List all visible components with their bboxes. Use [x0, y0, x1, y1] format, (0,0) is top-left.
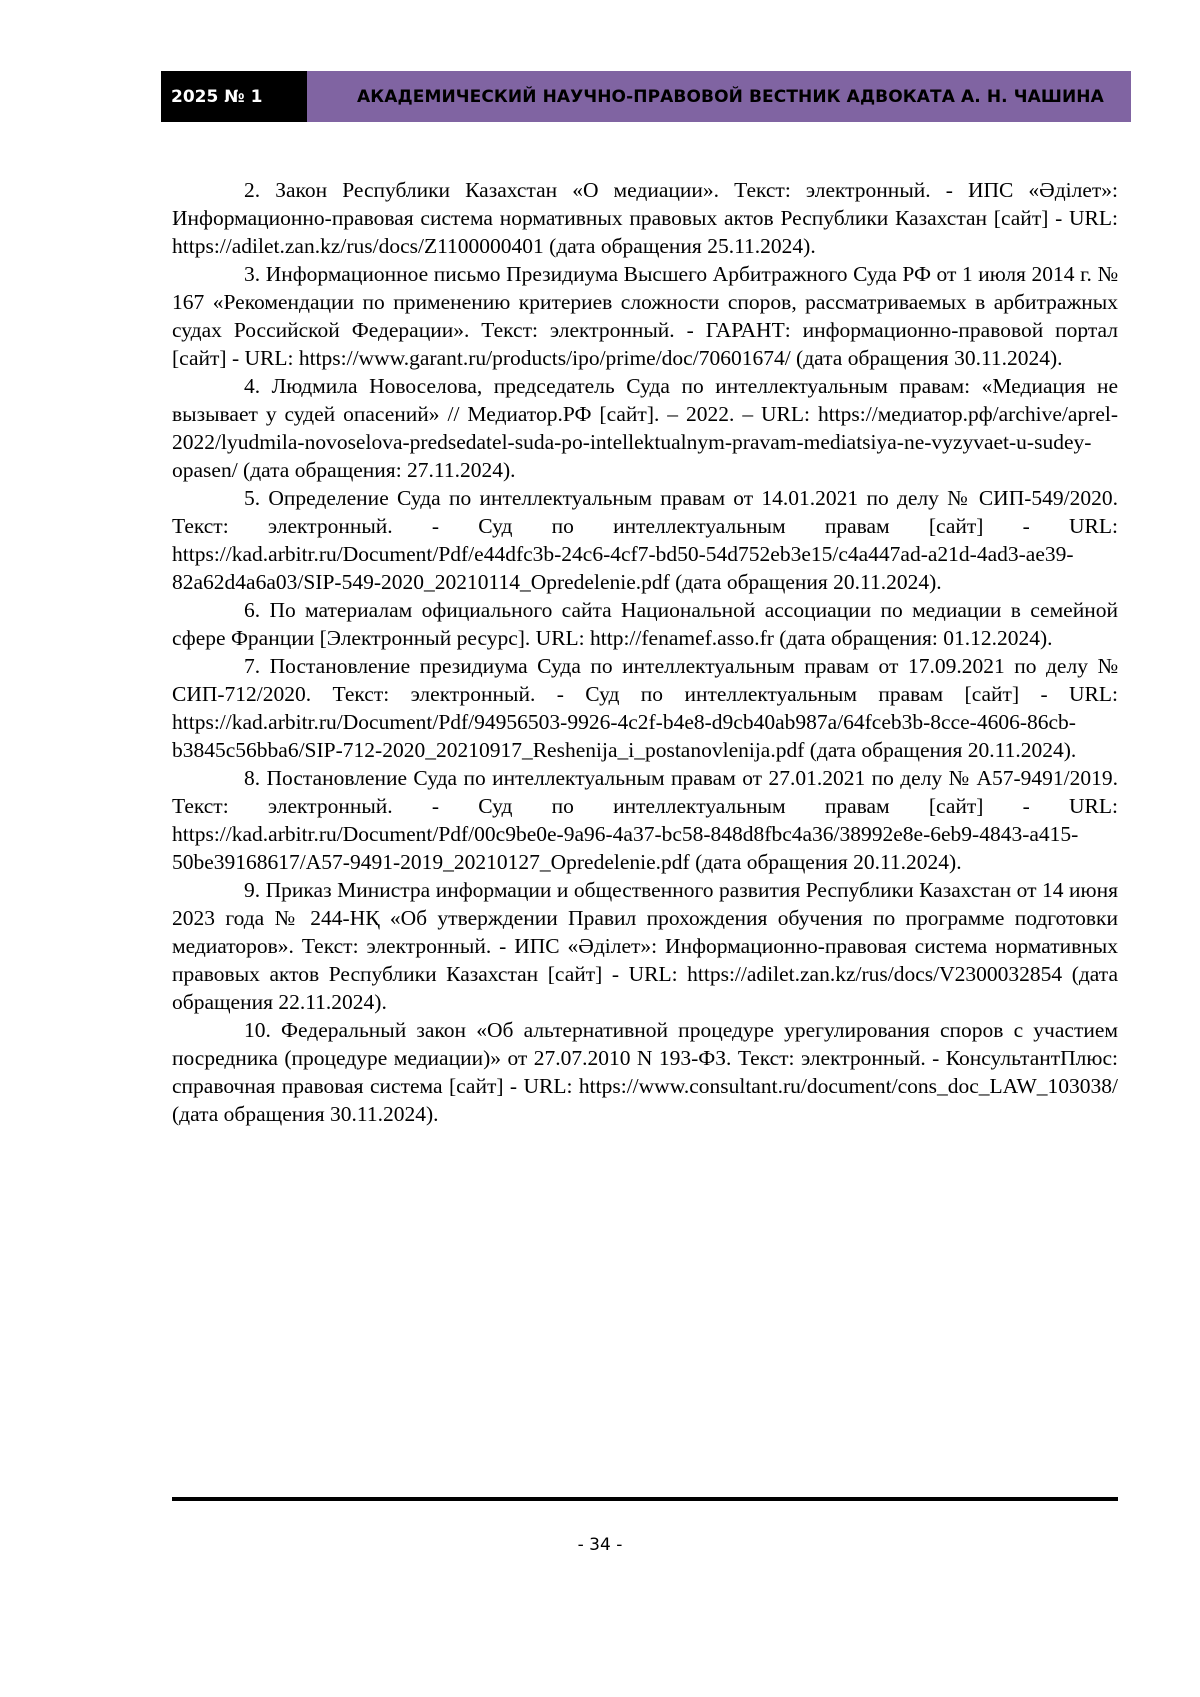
journal-title: АКАДЕМИЧЕСКИЙ НАУЧНО-ПРАВОВОЙ ВЕСТНИК АДВОКАТА А. Н. ЧАШИНА: [307, 71, 1131, 122]
issue-label: 2025 № 1: [161, 71, 307, 122]
page-number: - 34 -: [0, 1535, 1200, 1555]
reference-item: 7. Постановление президиума Суда по интеллектуальным правам от 17.09.2021 по делу № СИП-712/2020. Текст: электронный. - Суд по интеллектуальным правам [сайт] - URL: https://kad.arbitr.ru/Document/Pdf/94956503-9926-4c2f-b4e8-d9cb40ab987a/64fceb3b-8cce-4606-86cb-b3845c56bba6/SIP-712-2020_20210917_Reshenija_i_postanovlenija.pdf (дата обращения 20.11.2024).: [172, 652, 1118, 764]
footer-divider: [172, 1497, 1118, 1501]
reference-list: [172, 176, 1118, 1128]
reference-item: 3. Информационное письмо Президиума Высшего Арбитражного Суда РФ от 1 июля 2014 г. № 167 «Рекомендации по применению критериев сложности споров, рассматриваемых в арбитражных судах Российской Федерации». Текст: электронный. - ГАРАНТ: информационно-правовой портал [сайт] - URL: https://www.garant.ru/products/ipo/prime/doc/70601674/ (дата обращения 30.11.2024).: [172, 260, 1118, 372]
reference-item: 6. По материалам официального сайта Национальной ассоциации по медиации в семейной сфере Франции [Электронный ресурс]. URL: http://fenamef.asso.fr (дата обращения: 01.12.2024).: [172, 596, 1118, 652]
reference-item: 4. Людмила Новоселова, председатель Суда по интеллектуальным правам: «Медиация не вызывает у судей опасений» // Медиатор.РФ [сайт]. – 2022. – URL: https://медиатор.рф/archive/aprel-2022/lyudmila-novoselova-predsedatel-suda-po-intellektualnym-pravam-mediatsiya-ne-vyzyvaet-u-sudey-opasen/ (дата обращения: 27.11.2024).: [172, 372, 1118, 484]
running-header: [161, 71, 1131, 122]
reference-item: 5. Определение Суда по интеллектуальным правам от 14.01.2021 по делу № СИП-549/2020. Текст: электронный. - Суд по интеллектуальным правам [сайт] - URL: https://kad.arbitr.ru/Document/Pdf/e44dfc3b-24c6-4cf7-bd50-54d752eb3e15/c4a447ad-a21d-4ad3-ae39-82a62d4a6a03/SIP-549-2020_20210114_Opredelenie.pdf (дата обращения 20.11.2024).: [172, 484, 1118, 596]
reference-item: 10. Федеральный закон «Об альтернативной процедуре урегулирования споров с участием посредника (процедуре медиации)» от 27.07.2010 N 193-ФЗ. Текст: электронный. - КонсультантПлюс: справочная правовая система [сайт] - URL: https://www.consultant.ru/document/cons_doc_LAW_103038/ (дата обращения 30.11.2024).: [172, 1016, 1118, 1128]
reference-item: 2. Закон Республики Казахстан «О медиации». Текст: электронный. - ИПС «Әділет»: Информационно-правовая система нормативных правовых актов Республики Казахстан [сайт] - URL: https://adilet.zan.kz/rus/docs/Z1100000401 (дата обращения 25.11.2024).: [172, 176, 1118, 260]
reference-item: 8. Постановление Суда по интеллектуальным правам от 27.01.2021 по делу № А57-9491/2019. Текст: электронный. - Суд по интеллектуальным правам [сайт] - URL: https://kad.arbitr.ru/Document/Pdf/00c9be0e-9a96-4a37-bc58-848d8fbc4a36/38992e8e-6eb9-4843-a415-50be39168617/A57-9491-2019_20210127_Opredelenie.pdf (дата обращения 20.11.2024).: [172, 764, 1118, 876]
reference-item: 9. Приказ Министра информации и общественного развития Республики Казахстан от 14 июня 2023 года № 244-НҚ «Об утверждении Правил прохождения обучения по программе подготовки медиаторов». Текст: электронный. - ИПС «Әділет»: Информационно-правовая система нормативных правовых актов Республики Казахстан [сайт] - URL: https://adilet.zan.kz/rus/docs/V2300032854 (дата обращения 22.11.2024).: [172, 876, 1118, 1016]
